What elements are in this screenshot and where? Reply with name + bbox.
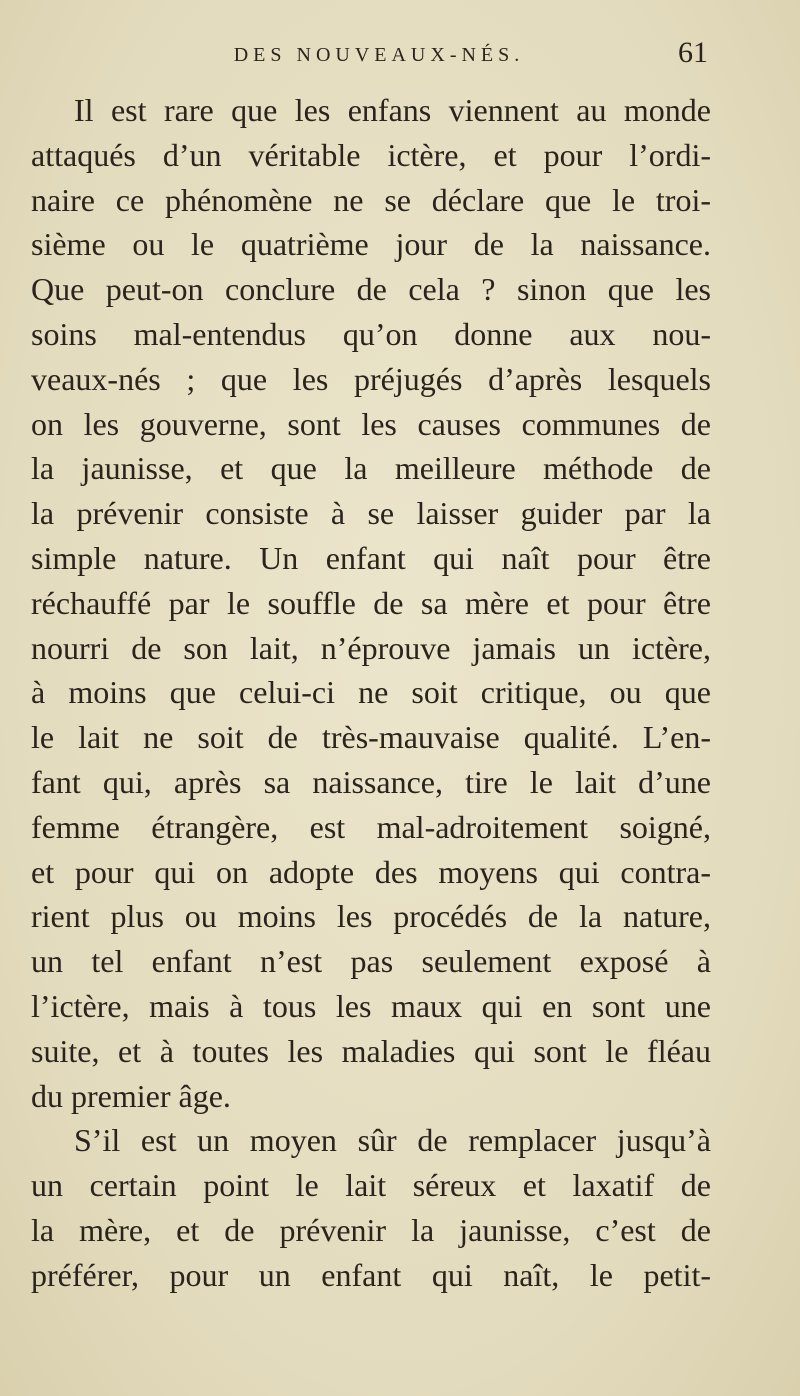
running-title: DES NOUVEAUX-NÉS. xyxy=(233,44,525,66)
text-line: sième ou le quatrième jour de la naissance. xyxy=(31,226,711,263)
text-line: Il est rare que les enfans viennent au monde xyxy=(74,92,711,128)
text-line: la jaunisse, et que la meilleure méthode de xyxy=(31,450,711,487)
text-line: nourri de son lait, n’éprouve jamais un ictère, xyxy=(31,629,711,666)
text-line: naire ce phénomène ne se déclare que le troi- xyxy=(31,181,711,218)
text-line: et pour qui on adopte des moyens qui contra- xyxy=(31,853,711,890)
text-line: la prévenir consiste à se laisser guider par la xyxy=(31,495,711,532)
text-line: on les gouverne, sont les causes communes de xyxy=(31,405,711,442)
text-line: préférer, pour un enfant qui naît, le petit- xyxy=(31,1256,711,1293)
text-line: Que peut-on conclure de cela ? sinon que les xyxy=(31,271,711,308)
text-line: l’ictère, mais à tous les maux qui en sont une xyxy=(31,987,711,1024)
text-line: suite, et à toutes les maladies qui sont le fléau xyxy=(31,1032,711,1069)
text-line: simple nature. Un enfant qui naît pour être xyxy=(31,539,711,576)
text-line: femme étrangère, est mal-adroitement soigné, xyxy=(31,808,711,845)
text-line: attaqués d’un véritable ictère, et pour l’ordi- xyxy=(31,136,711,173)
page-number: 61 xyxy=(678,36,708,69)
text-line: un tel enfant n’est pas seulement exposé à xyxy=(31,943,711,980)
text-line: réchauffé par le souffle de sa mère et pour être xyxy=(31,584,711,621)
text-line: fant qui, après sa naissance, tire le lait d’une xyxy=(31,763,711,800)
text-line: rient plus ou moins les procédés de la nature, xyxy=(31,898,711,935)
text-line: le lait ne soit de très-mauvaise qualité. L’en- xyxy=(31,719,711,756)
text-line: veaux-nés ; que les préjugés d’après lesquels xyxy=(31,360,711,397)
text-line: un certain point le lait séreux et laxatif de xyxy=(31,1167,711,1204)
text-line: du premier âge. xyxy=(31,1077,231,1114)
text-line: la mère, et de prévenir la jaunisse, c’est de xyxy=(31,1211,711,1248)
text-line: S’il est un moyen sûr de remplacer jusqu’à xyxy=(74,1122,711,1159)
body-text xyxy=(31,88,711,1298)
text-line: soins mal-entendus qu’on donne aux nou- xyxy=(31,315,711,352)
text-line: à moins que celui-ci ne soit critique, ou que xyxy=(31,674,711,711)
